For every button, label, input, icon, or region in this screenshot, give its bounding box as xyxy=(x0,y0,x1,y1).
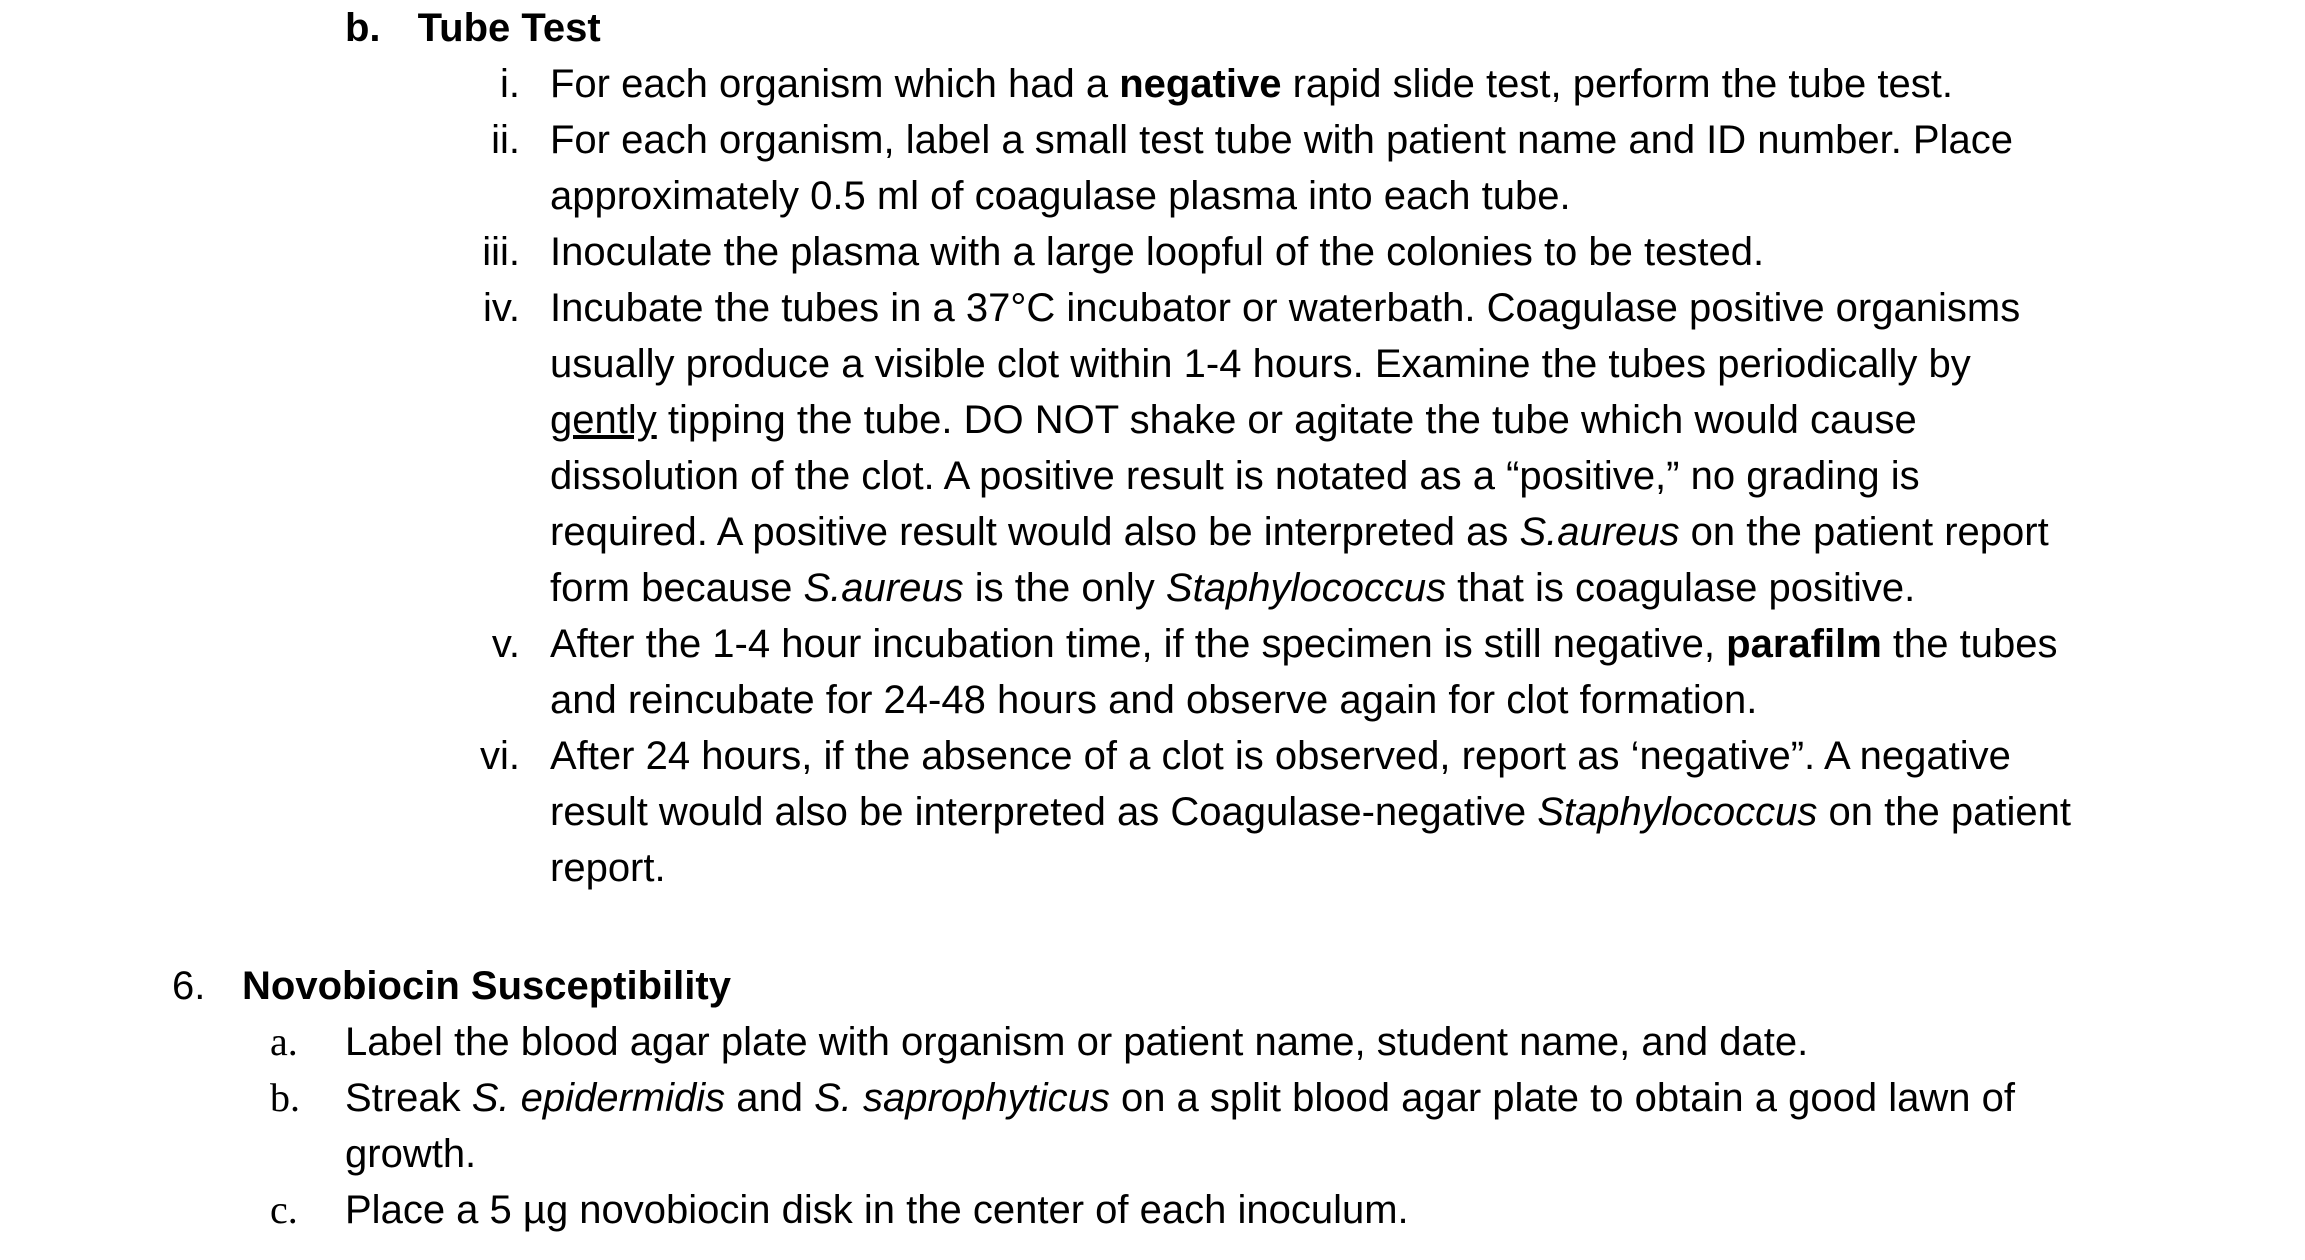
list-item xyxy=(345,1070,2065,1182)
text-line xyxy=(550,56,2270,112)
italic-text: S.aureus xyxy=(803,566,964,610)
list-item-number: iii. xyxy=(482,230,520,274)
text-line xyxy=(345,1070,2065,1126)
list-item xyxy=(345,1014,2065,1070)
list-item-number: a. xyxy=(270,1019,298,1064)
text-line xyxy=(550,728,2270,784)
text-line xyxy=(550,560,2270,616)
text-run: result would also be interpreted as Coagulase-negative xyxy=(550,790,1538,834)
text-run: approximately 0.5 ml of coagulase plasma into each tube. xyxy=(550,174,1571,218)
text-run: Incubate the tubes in a 37°C incubator or waterbath. Coagulase positive organisms xyxy=(550,286,2021,330)
text-line xyxy=(345,1182,2065,1238)
text-line xyxy=(550,280,2270,336)
bold-text: parafilm xyxy=(1726,622,1882,666)
list-item xyxy=(550,280,2270,616)
text-run: on the patient xyxy=(1817,790,2071,834)
text-run: For each organism, label a small test tube with patient name and ID number. Place xyxy=(550,118,2013,162)
list-item xyxy=(550,56,2270,112)
text-line xyxy=(550,168,2270,224)
text-run: Streak xyxy=(345,1076,472,1120)
italic-text: Staphylococcus xyxy=(1537,790,1818,834)
italic-text: S. saprophyticus xyxy=(814,1076,1110,1120)
text-run: required. A positive result would also be interpreted as xyxy=(550,510,1520,554)
text-run: the tubes xyxy=(1881,622,2058,666)
list-item-number: ii. xyxy=(491,118,520,162)
text-run: For each organism which had a xyxy=(550,62,1120,106)
italic-text: S.aureus xyxy=(1519,510,1680,554)
text-run: usually produce a visible clot within 1-4 hours. Examine the tubes periodically by xyxy=(550,342,1971,386)
list-item xyxy=(550,224,2270,280)
text-run: on the patient report xyxy=(1679,510,2049,554)
text-line xyxy=(550,224,2270,280)
text-run: Label the blood agar plate with organism or patient name, student name, and date. xyxy=(345,1020,1809,1064)
text-line xyxy=(550,616,2270,672)
text-line xyxy=(345,1126,2065,1182)
italic-text: Staphylococcus xyxy=(1165,566,1447,610)
list-item-number: v. xyxy=(491,622,520,666)
text-line xyxy=(345,1014,2065,1070)
bold-text: negative xyxy=(1119,62,1282,106)
text-line xyxy=(550,504,2270,560)
list-item xyxy=(550,112,2270,224)
novobiocin-title: Novobiocin Susceptibility xyxy=(242,964,731,1008)
text-line xyxy=(550,672,2270,728)
list-item-number: b. xyxy=(270,1075,300,1120)
list-item-number: i. xyxy=(500,62,520,106)
text-run: and xyxy=(725,1076,815,1120)
text-run: that is coagulase positive. xyxy=(1446,566,1916,610)
list-item xyxy=(345,1182,2065,1238)
tube-test-title: Tube Test xyxy=(417,6,601,50)
italic-text: S. epidermidis xyxy=(471,1076,726,1120)
text-line xyxy=(550,840,2270,896)
text-line xyxy=(550,336,2270,392)
text-line xyxy=(550,448,2270,504)
text-run: form because xyxy=(550,566,804,610)
text-run: After 24 hours, if the absence of a clot is observed, report as ‘negative”. A negative xyxy=(550,734,2011,778)
text-run: rapid slide test, perform the tube test. xyxy=(1281,62,1953,106)
list-item-number: c. xyxy=(270,1187,298,1232)
text-line xyxy=(550,112,2270,168)
text-run: Place a 5 µg novobiocin disk in the center of each inoculum. xyxy=(345,1188,1409,1232)
novobiocin-heading xyxy=(172,958,731,1014)
text-run: Inoculate the plasma with a large loopful of the colonies to be tested. xyxy=(550,230,1765,274)
text-run: is the only xyxy=(963,566,1166,610)
text-run: and reincubate for 24-48 hours and observe again for clot formation. xyxy=(550,678,1758,722)
text-line xyxy=(550,784,2270,840)
tube-test-marker: b. xyxy=(345,6,381,50)
text-run: dissolution of the clot. A positive result is notated as a “positive,” no grading is xyxy=(550,454,1920,498)
text-run: tipping the tube. DO NOT shake or agitate the tube which would cause xyxy=(656,398,1917,442)
text-line xyxy=(550,392,2270,448)
list-item-number: vi. xyxy=(480,734,520,778)
underlined-text: gently xyxy=(550,398,657,442)
list-item xyxy=(550,616,2270,728)
list-item-number: iv. xyxy=(482,286,520,330)
text-run: After the 1-4 hour incubation time, if the specimen is still negative, xyxy=(550,622,1727,666)
tube-test-heading xyxy=(345,0,601,56)
text-run: growth. xyxy=(345,1132,477,1176)
novobiocin-number: 6. xyxy=(172,964,206,1008)
list-item xyxy=(550,728,2270,896)
text-run: on a split blood agar plate to obtain a good lawn of xyxy=(1109,1076,2015,1120)
text-run: report. xyxy=(550,846,666,890)
